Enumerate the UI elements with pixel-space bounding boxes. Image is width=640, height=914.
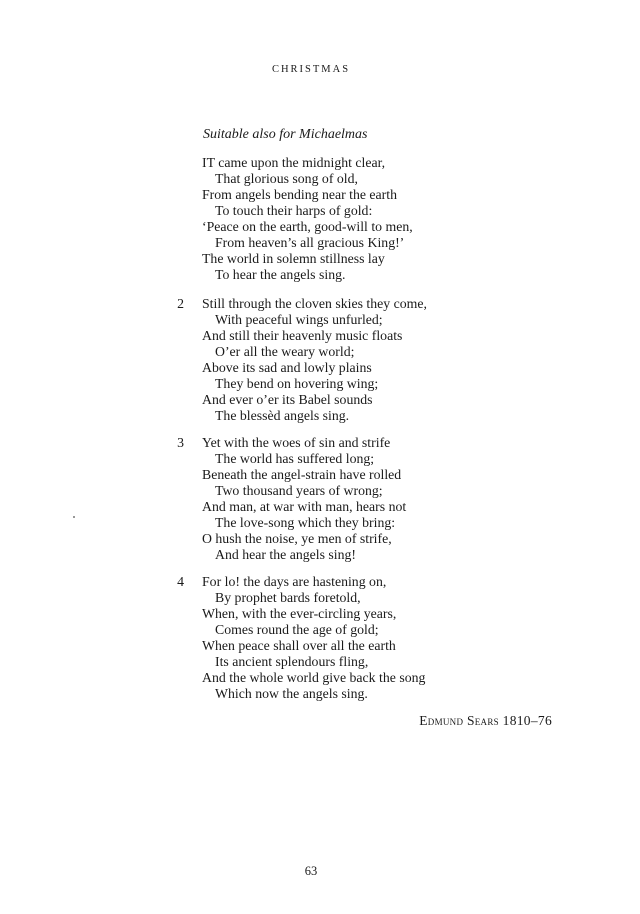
verse-line: And man, at war with man, hears not [202,499,407,514]
verse-line: When, with the ever-circling years, [202,606,397,621]
verse-line: Which now the angels sing. [215,686,368,701]
verse-line: Two thousand years of wrong; [215,483,383,498]
verse-line: From heaven’s all gracious King!’ [215,235,405,250]
verse-line: Beneath the angel-strain have rolled [202,467,402,482]
stanza [177,435,522,563]
verse-line: ‘Peace on the earth, good-will to men, [202,219,413,234]
verse-line: When peace shall over all the earth [202,638,396,653]
verse-line: The love-song which they bring: [215,515,396,530]
author-attribution: Edmund Sears 1810–76 [419,713,552,728]
verse-line: And the whole world give back the song [202,670,426,685]
verse-line: O’er all the weary world; [215,344,355,359]
verse-line: The world has suffered long; [215,451,375,466]
verse-line: IT came upon the midnight clear, [202,155,386,170]
hymn-subtitle: Suitable also for Michaelmas [203,127,368,142]
stanza-number: 3 [177,435,184,450]
page-number: 63 [304,864,318,878]
verse-line: Comes round the age of gold; [215,622,379,637]
verse-line: Still through the cloven skies they come, [202,296,427,311]
verse-line: To hear the angels sing. [215,267,346,282]
verse-line: They bend on hovering wing; [215,376,379,391]
stanza-number: 2 [177,296,184,311]
verse-line: That glorious song of old, [215,171,358,186]
verse-line: Its ancient splendours fling, [215,654,369,669]
verse-line: For lo! the days are hastening on, [202,574,387,589]
verse-line: By prophet bards foretold, [215,590,361,605]
stanza-number: 4 [177,574,184,589]
stanza [177,574,522,702]
verse-line: Above its sad and lowly plains [202,360,372,375]
paper-speck [73,516,75,518]
verse-line: And hear the angels sing! [215,547,356,562]
verse-line: To touch their harps of gold: [215,203,373,218]
verse-line: From angels bending near the earth [202,187,398,202]
running-header: CHRISTMAS [271,64,351,75]
verse-line: With peaceful wings unfurled; [215,312,383,327]
verse-line: The blessèd angels sing. [215,408,350,423]
verse-line: And still their heavenly music floats [202,328,403,343]
verse-line: And ever o’er its Babel sounds [202,392,373,407]
verse-line: Yet with the woes of sin and strife [202,435,391,450]
stanza [202,155,522,283]
stanza [177,296,522,424]
verse-line: O hush the noise, ye men of strife, [202,531,392,546]
verse-line: The world in solemn stillness lay [202,251,385,266]
